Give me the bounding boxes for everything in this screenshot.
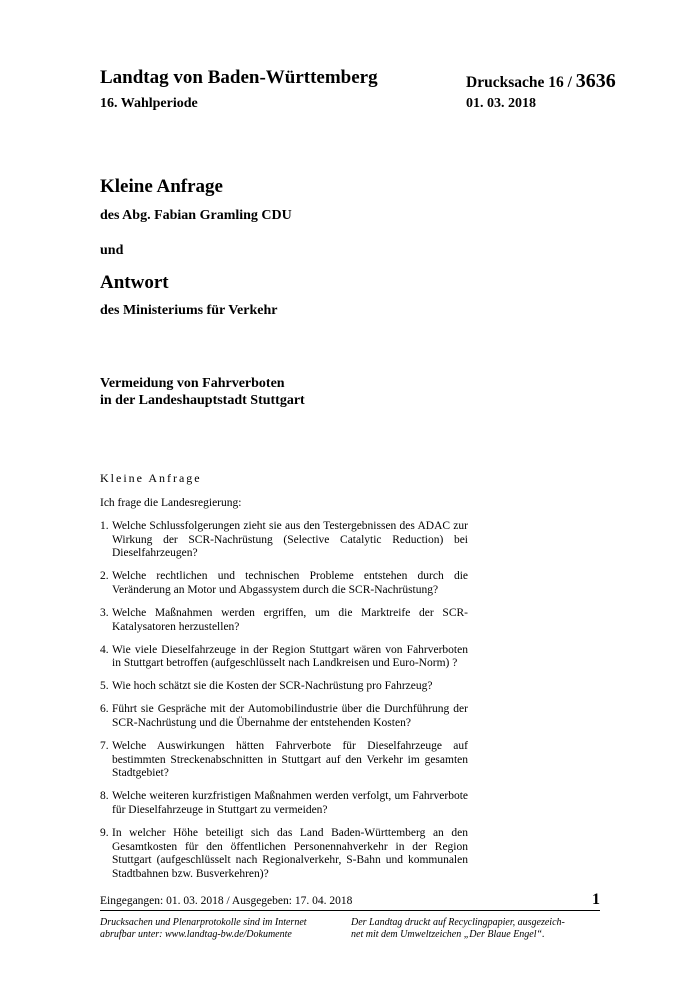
question-text: Welche Schlussfolgerungen zieht sie aus den Testergebnissen des ADAC zur Wirkung der SCR-Nachrüstung (Selective Catalytic Reduction) bei Dieselfahrzeugen? xyxy=(112,520,468,560)
document-number-label: Drucksache 16 / xyxy=(466,74,576,91)
document-number xyxy=(466,70,616,93)
question-text: Welche Maßnahmen werden ergriffen, um die Marktreife der SCR-Katalysatoren herzustellen? xyxy=(112,606,468,633)
inquiry-heading: Kleine Anfrage xyxy=(100,176,223,197)
question-number: 4. xyxy=(100,643,109,656)
inquiry-author: des Abg. Fabian Gramling CDU xyxy=(100,208,292,223)
document-date: 01. 03. 2018 xyxy=(466,96,536,111)
question-number: 5. xyxy=(100,680,109,693)
legislative-period: 16. Wahlperiode xyxy=(100,96,198,111)
question-text: Wie hoch schätzt sie die Kosten der SCR-Nachrüstung pro Fahrzeug? xyxy=(112,680,433,693)
question-text: In welcher Höhe beteiligt sich das Land Baden-Württemberg an den Gesamtkosten für den öffentlichen Personennahverkehr in der Region Stuttgart (aufgeschlüsselt nach Regionalverkehr, S-Bahn und kommunalen Stadtbahnen bzw. Busverkehren)? xyxy=(112,827,468,880)
footer-note-recycling xyxy=(351,917,565,941)
page-number: 1 xyxy=(592,891,600,908)
question-item xyxy=(100,520,468,561)
intro-text: Ich frage die Landesregierung: xyxy=(100,497,242,509)
question-item xyxy=(100,680,468,694)
question-number: 7. xyxy=(100,740,109,753)
question-item xyxy=(100,740,468,781)
question-item xyxy=(100,644,468,671)
answer-ministry: des Ministeriums für Verkehr xyxy=(100,303,278,318)
question-item xyxy=(100,827,468,881)
footer-line: Der Landtag druckt auf Recyclingpapier, ausgezeich- xyxy=(351,917,565,928)
footer-line: abrufbar unter: www.landtag-bw.de/Dokumente xyxy=(100,929,292,940)
footer-line: Drucksachen und Plenarprotokolle sind im Internet xyxy=(100,917,307,928)
answer-heading: Antwort xyxy=(100,272,169,293)
question-text: Welche weiteren kurzfristigen Maßnahmen werden verfolgt, um Fahrverbote für Dieselfahrzeuge in Stuttgart zu vermeiden? xyxy=(112,790,468,816)
question-item xyxy=(100,790,468,817)
subject-title xyxy=(100,375,305,409)
question-item xyxy=(100,703,468,730)
question-text: Welche Auswirkungen hätten Fahrverbote für Dieselfahrzeuge auf bestimmten Streckenabschnitten in Stuttgart auf den Verkehr im gesamten Stadtgebiet? xyxy=(112,740,468,780)
question-number: 9. xyxy=(100,827,109,840)
document-number-value: 3636 xyxy=(575,70,616,92)
subject-line: in der Landeshauptstadt Stuttgart xyxy=(100,393,305,408)
received-issued-dates: Eingegangen: 01. 03. 2018 / Ausgegeben: 17. 04. 2018 xyxy=(100,895,353,907)
question-item xyxy=(100,570,468,597)
subject-line: Vermeidung von Fahrverboten xyxy=(100,376,285,391)
question-number: 3. xyxy=(100,606,109,619)
question-list xyxy=(100,520,468,891)
footer-note-internet xyxy=(100,917,307,941)
question-number: 1. xyxy=(100,520,109,532)
question-number: 6. xyxy=(100,703,109,716)
question-number: 2. xyxy=(100,570,109,583)
section-label: Kleine Anfrage xyxy=(100,471,202,485)
question-text: Wie viele Dieselfahrzeuge in der Region Stuttgart wären von Fahrverboten in Stuttgart betroffen (aufgeschlüsselt nach Landkreisen und Euro-Norm) ? xyxy=(112,643,468,670)
footer-line: net mit dem Umweltzeichen „Der Blaue Engel“. xyxy=(351,929,545,940)
question-text: Führt sie Gespräche mit der Automobilindustrie über die Durchführung der SCR-Nachrüstung und die Übernahme der entstehenden Kosten? xyxy=(112,703,468,730)
question-number: 8. xyxy=(100,790,109,803)
conjunction: und xyxy=(100,243,124,258)
question-item xyxy=(100,607,468,634)
question-text: Welche rechtlichen und technischen Probleme entstehen durch die Veränderung an Motor und Abgassystem durch die SCR-Nachrüstung? xyxy=(112,570,468,596)
parliament-title: Landtag von Baden-Württemberg xyxy=(100,67,378,88)
footer-divider xyxy=(100,910,600,911)
